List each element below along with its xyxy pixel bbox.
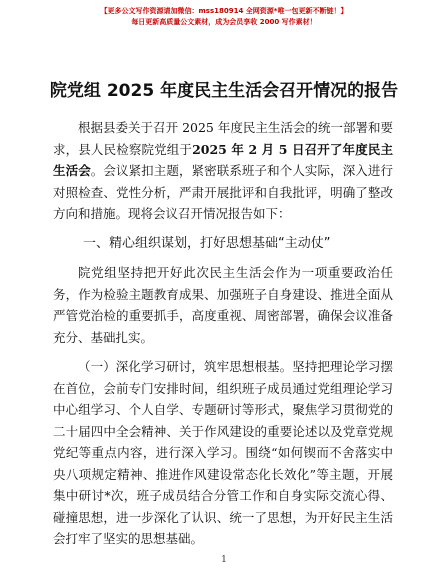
promo-banner-line-2: 每日更新高质量公文素材，成为会员享收 2000 写作素材！ xyxy=(131,18,317,26)
section-heading-1: 一、精心组织谋划，打好思想基础“主动仗” xyxy=(83,235,331,251)
paragraph-2: 院党组坚持把开好此次民主生活会作为一项重要政治任务，作为检验主题教育成果、加强班子自身建设、推进全面从严管党治检的重要抓手，高度重视、周密部署，确保会议准备充分、基础扎实。 xyxy=(53,265,393,345)
intro-text-1: 根据县委关于召开 2025 年度民主生活会的统一部署和要求，县人民检察院党组于 xyxy=(53,120,393,157)
paragraph-3 xyxy=(53,356,393,550)
page-number: 1 xyxy=(221,555,227,565)
intro-paragraph xyxy=(53,117,393,225)
paragraph-3-lead: （一）深化学习研讨，筑牢思想根基。 xyxy=(78,359,293,374)
promo-banner-line-1: 【更多公文写作资源请加微信：mss180914 全网资源*唯一包更新不断链！】 xyxy=(100,7,348,15)
intro-text-2: 。会议紧扣主题，紧密联系班子和个人实际，深入进行对照检查、党性分析，严肃开展批评和自我批评，明确了整改方向和措施。现将会议召开情况报告如下： xyxy=(53,163,393,221)
document-body xyxy=(53,117,393,550)
intro-highlight: 2025 年 2 月 5 日召开了年度民主生活会 xyxy=(53,141,393,178)
promo-banner xyxy=(0,6,448,28)
paragraph-3-text: 坚持把理论学习摆在首位，会前专门安排时间，组织班子成员通过党组理论学习中心组学习、个人自学、专题研讨等形式，聚焦学习贯彻党的二十届四中全会精神、关于作风建设的重要论述以及党章党规党纪等重点内容，进行深入学习。围绕“如何锲而不舍落实中央八项规定精神、推进作风建设常态化长效化”等主题，开展集中研讨*次，班子成员结合分管工作和自身实际交流心得、碰撞思想，进一步深化了认识、统一了思想，为开好民主生活会打牢了坚实的思想基础。 xyxy=(53,359,393,546)
document-title: 院党组 2025 年度民主生活会召开情况的报告 xyxy=(49,81,399,101)
